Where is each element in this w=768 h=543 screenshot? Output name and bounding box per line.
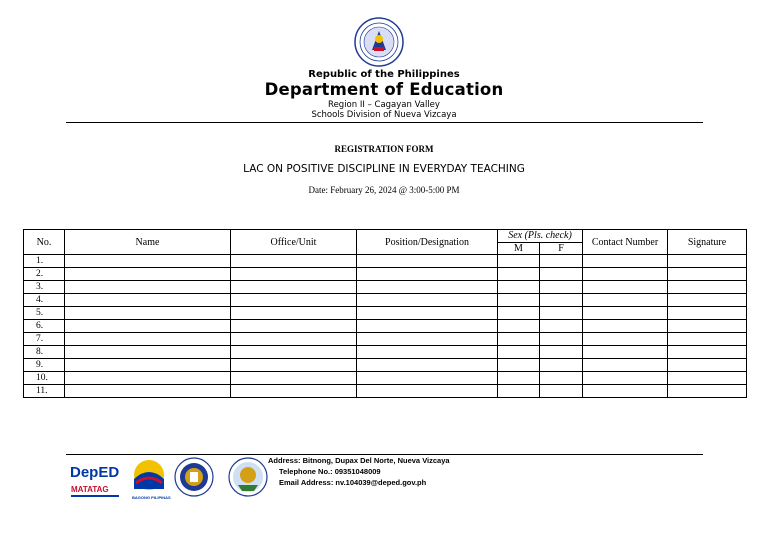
office-cell[interactable] xyxy=(231,307,357,320)
male-check-cell[interactable] xyxy=(498,372,540,385)
office-cell[interactable] xyxy=(231,359,357,372)
office-cell[interactable] xyxy=(231,372,357,385)
table-row xyxy=(24,320,747,333)
contact-cell[interactable] xyxy=(583,320,668,333)
male-check-cell[interactable] xyxy=(498,255,540,268)
position-cell[interactable] xyxy=(357,255,498,268)
signature-cell[interactable] xyxy=(668,346,747,359)
contact-cell[interactable] xyxy=(583,294,668,307)
female-check-cell[interactable] xyxy=(540,281,583,294)
female-check-cell[interactable] xyxy=(540,346,583,359)
table-row xyxy=(24,359,747,372)
position-cell[interactable] xyxy=(357,346,498,359)
position-cell[interactable] xyxy=(357,294,498,307)
name-cell[interactable] xyxy=(65,281,231,294)
office-cell[interactable] xyxy=(231,346,357,359)
contact-cell[interactable] xyxy=(583,281,668,294)
male-check-cell[interactable] xyxy=(498,333,540,346)
col-header-no: No. xyxy=(24,230,65,255)
name-cell[interactable] xyxy=(65,359,231,372)
male-check-cell[interactable] xyxy=(498,320,540,333)
row-number: 7. xyxy=(24,333,65,346)
department-title: Department of Education xyxy=(264,80,504,99)
registration-table xyxy=(23,229,747,398)
row-number: 8. xyxy=(24,346,65,359)
footer-logos xyxy=(66,455,276,505)
name-cell[interactable] xyxy=(65,268,231,281)
name-cell[interactable] xyxy=(65,294,231,307)
col-header-signature: Signature xyxy=(668,230,747,255)
position-cell[interactable] xyxy=(357,307,498,320)
signature-cell[interactable] xyxy=(668,372,747,385)
col-header-office: Office/Unit xyxy=(231,230,357,255)
office-cell[interactable] xyxy=(231,255,357,268)
male-check-cell[interactable] xyxy=(498,268,540,281)
name-cell[interactable] xyxy=(65,333,231,346)
office-cell[interactable] xyxy=(231,333,357,346)
office-cell[interactable] xyxy=(231,385,357,398)
col-header-contact: Contact Number xyxy=(583,230,668,255)
male-check-cell[interactable] xyxy=(498,346,540,359)
contact-cell[interactable] xyxy=(583,359,668,372)
row-number: 9. xyxy=(24,359,65,372)
col-header-male: M xyxy=(498,243,540,255)
office-cell[interactable] xyxy=(231,320,357,333)
signature-cell[interactable] xyxy=(668,294,747,307)
female-check-cell[interactable] xyxy=(540,320,583,333)
table-row xyxy=(24,294,747,307)
name-cell[interactable] xyxy=(65,255,231,268)
table-row xyxy=(24,268,747,281)
division-seal-icon xyxy=(175,458,213,496)
row-number: 4. xyxy=(24,294,65,307)
female-check-cell[interactable] xyxy=(540,307,583,320)
col-header-sex: Sex (Pls. check) xyxy=(498,230,583,243)
position-cell[interactable] xyxy=(357,372,498,385)
signature-cell[interactable] xyxy=(668,307,747,320)
position-cell[interactable] xyxy=(357,320,498,333)
footer-email: Email Address: nv.104039@deped.gov.ph xyxy=(279,478,427,487)
male-check-cell[interactable] xyxy=(498,385,540,398)
table-row xyxy=(24,307,747,320)
contact-cell[interactable] xyxy=(583,268,668,281)
name-cell[interactable] xyxy=(65,346,231,359)
position-cell[interactable] xyxy=(357,385,498,398)
row-number: 11. xyxy=(24,385,65,398)
signature-cell[interactable] xyxy=(668,359,747,372)
republic-text: Republic of the Philippines xyxy=(308,69,460,80)
female-check-cell[interactable] xyxy=(540,255,583,268)
table-row xyxy=(24,255,747,268)
row-number: 3. xyxy=(24,281,65,294)
deped-matatag-logo-icon xyxy=(70,464,119,497)
contact-cell[interactable] xyxy=(583,346,668,359)
male-check-cell[interactable] xyxy=(498,281,540,294)
female-check-cell[interactable] xyxy=(540,333,583,346)
school-seal-icon xyxy=(229,458,267,496)
signature-cell[interactable] xyxy=(668,255,747,268)
signature-cell[interactable] xyxy=(668,268,747,281)
male-check-cell[interactable] xyxy=(498,294,540,307)
row-number: 1. xyxy=(24,255,65,268)
name-cell[interactable] xyxy=(65,372,231,385)
division-text: Schools Division of Nueva Vizcaya xyxy=(311,110,457,120)
male-check-cell[interactable] xyxy=(498,359,540,372)
col-header-female: F xyxy=(540,243,583,255)
form-subtitle: LAC ON POSITIVE DISCIPLINE IN EVERYDAY TEACHING xyxy=(243,163,525,175)
table-row xyxy=(24,346,747,359)
form-title: REGISTRATION FORM xyxy=(334,144,434,154)
contact-cell[interactable] xyxy=(583,255,668,268)
signature-cell[interactable] xyxy=(668,333,747,346)
row-number: 6. xyxy=(24,320,65,333)
office-cell[interactable] xyxy=(231,294,357,307)
contact-cell[interactable] xyxy=(583,307,668,320)
female-check-cell[interactable] xyxy=(540,385,583,398)
position-cell[interactable] xyxy=(357,268,498,281)
female-check-cell[interactable] xyxy=(540,294,583,307)
signature-cell[interactable] xyxy=(668,281,747,294)
table-row xyxy=(24,385,747,398)
form-date: Date: February 26, 2024 @ 3:00-5:00 PM xyxy=(308,185,460,195)
registration-rows xyxy=(24,255,747,398)
table-row xyxy=(24,333,747,346)
female-check-cell[interactable] xyxy=(540,372,583,385)
matatag-logo-text: MATATAG xyxy=(71,485,109,494)
footer-address: Address: Bitnong, Dupax Del Norte, Nueva Vizcaya xyxy=(268,456,450,465)
position-cell[interactable] xyxy=(357,333,498,346)
contact-cell[interactable] xyxy=(583,333,668,346)
office-cell[interactable] xyxy=(231,268,357,281)
col-header-name: Name xyxy=(65,230,231,255)
name-cell[interactable] xyxy=(65,320,231,333)
contact-cell[interactable] xyxy=(583,385,668,398)
table-row xyxy=(24,281,747,294)
table-row xyxy=(24,372,747,385)
header-divider xyxy=(66,122,703,123)
office-cell[interactable] xyxy=(231,281,357,294)
row-number: 5. xyxy=(24,307,65,320)
col-header-position: Position/Designation xyxy=(357,230,498,255)
position-cell[interactable] xyxy=(357,359,498,372)
male-check-cell[interactable] xyxy=(498,307,540,320)
signature-cell[interactable] xyxy=(668,385,747,398)
region-text: Region II – Cagayan Valley xyxy=(328,100,440,110)
deped-seal-icon xyxy=(354,17,404,67)
name-cell[interactable] xyxy=(65,307,231,320)
bagong-pilipinas-text: BAGONG PILIPINAS xyxy=(132,495,171,500)
name-cell[interactable] xyxy=(65,385,231,398)
footer-telephone: Telephone No.: 09351048009 xyxy=(279,467,381,476)
position-cell[interactable] xyxy=(357,281,498,294)
bagong-pilipinas-logo-icon xyxy=(132,460,171,500)
contact-cell[interactable] xyxy=(583,372,668,385)
deped-logo-text: DepED xyxy=(70,464,120,481)
signature-cell[interactable] xyxy=(668,320,747,333)
row-number: 10. xyxy=(24,372,65,385)
row-number: 2. xyxy=(24,268,65,281)
female-check-cell[interactable] xyxy=(540,359,583,372)
female-check-cell[interactable] xyxy=(540,268,583,281)
